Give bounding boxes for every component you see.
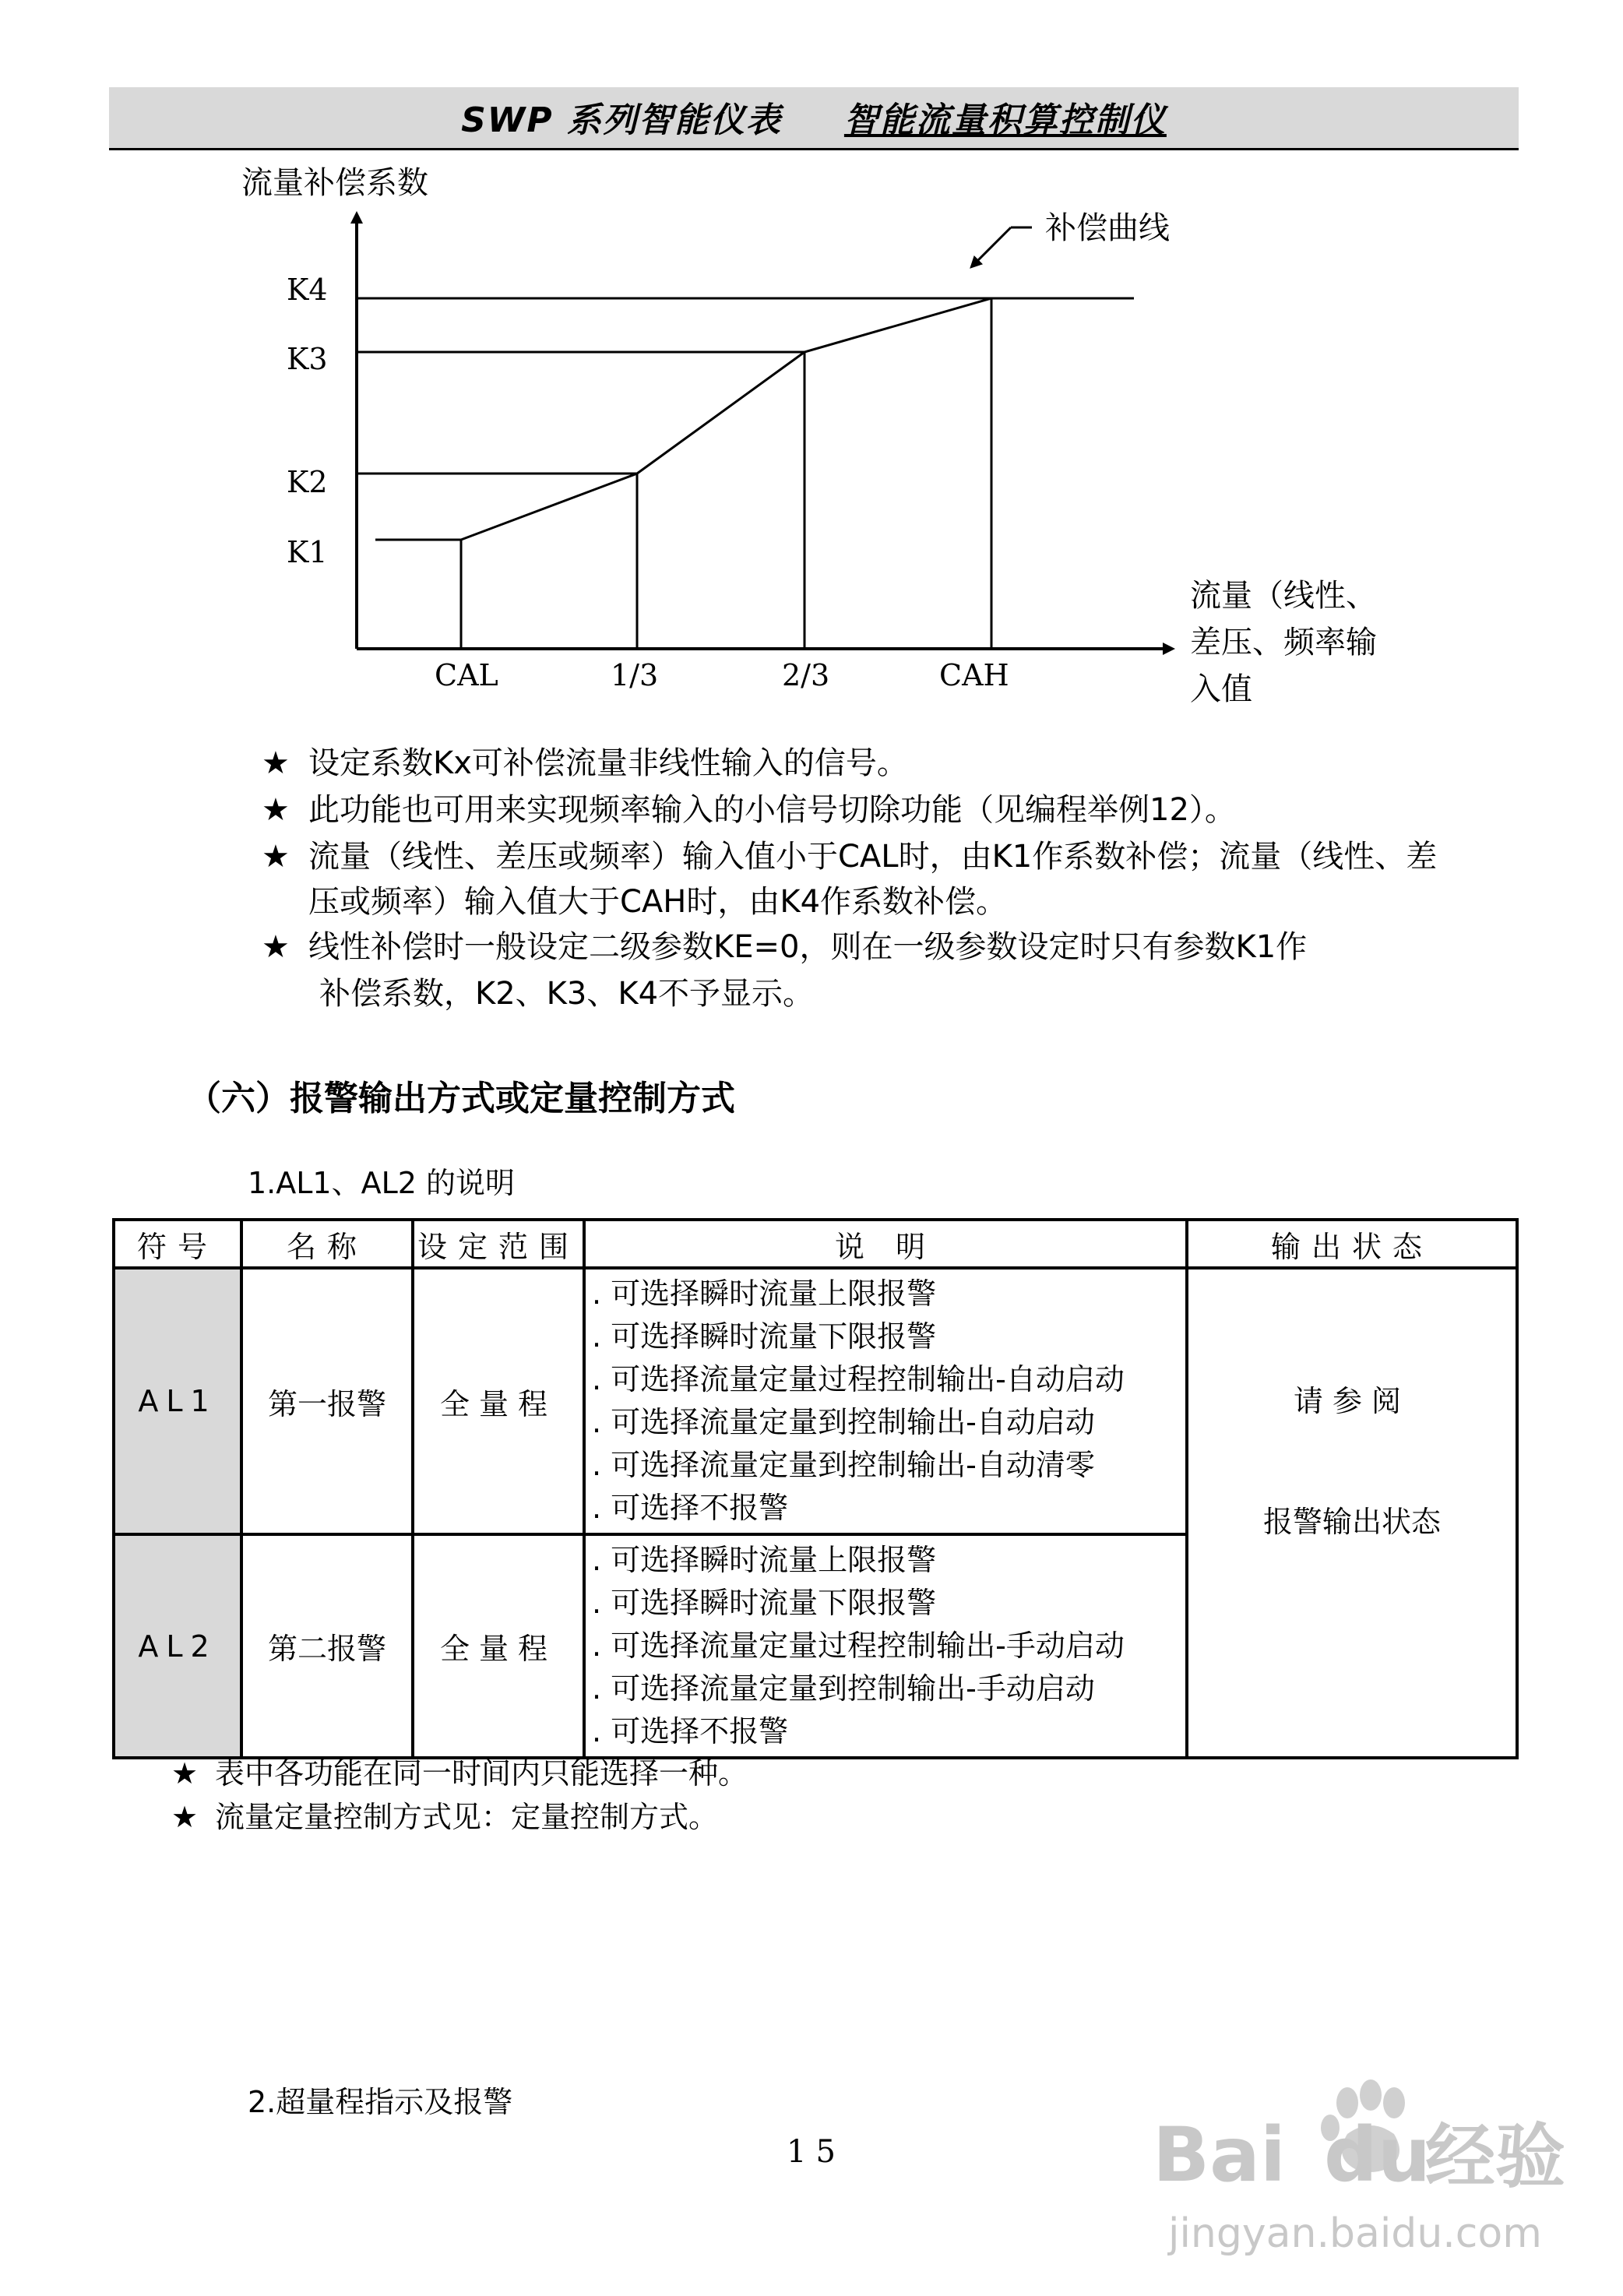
y-label-k3: K3 — [287, 342, 328, 376]
note-4-cont: 补偿系数，K2、K3、K4不予显示。 — [319, 976, 815, 1012]
y-axis-label: 流量补偿系数 — [241, 165, 428, 201]
x-axis-label-line1: 流量（线性、 — [1190, 578, 1377, 614]
star-icon: ★ — [262, 792, 290, 828]
al1-desc: . 可选择瞬时流量上限报警 . 可选择瞬时流量下限报警 . 可选择流量定量过程控制输出-自动启动 . 可选择流量定量到控制输出-自动启动 . 可选择流量定量到控制输出-自动清零 . 可选择不报警 — [584, 1268, 1187, 1534]
status-line1: 请参阅 — [1293, 1383, 1410, 1418]
al1-name: 第一报警 — [241, 1268, 413, 1534]
curve-annotation: 补偿曲线 — [1045, 210, 1170, 246]
header-right: 智能流量积算控制仪 — [843, 100, 1167, 140]
watermark-brand: Bai — [1153, 2111, 1286, 2199]
th-range: 设定范围 — [413, 1220, 584, 1268]
star-icon: ★ — [171, 1800, 199, 1834]
alarm-table — [112, 1218, 1519, 1759]
section-title: （六）报警输出方式或定量控制方式 — [187, 1079, 735, 1118]
note-3-cont: 压或频率）输入值大于CAH时，由K4作系数补偿。 — [308, 884, 1008, 920]
sub-title-2: 2.超量程指示及报警 — [248, 2085, 513, 2119]
watermark-url: jingyan.baidu.com — [1168, 2210, 1542, 2257]
x-label-cal: CAL — [435, 658, 498, 692]
al2-code: AL2 — [114, 1534, 241, 1758]
star-icon: ★ — [171, 1756, 199, 1791]
table-row — [114, 1268, 1517, 1534]
footnote-2: ★ 流量定量控制方式见：定量控制方式。 — [171, 1800, 719, 1834]
footnote-1: ★ 表中各功能在同一时间内只能选择一种。 — [171, 1756, 748, 1791]
x-axis-label-line3: 入值 — [1190, 671, 1252, 707]
table-header-row — [114, 1220, 1517, 1268]
sub-title-1: 1.AL1、AL2 的说明 — [248, 1166, 516, 1200]
note-3: ★ 流量（线性、差压或频率）输入值小于CAL时，由K1作系数补偿；流量（线性、差 — [262, 833, 1437, 880]
note-4: ★ 线性补偿时一般设定二级参数KE=0，则在一级参数设定时只有参数K1作 — [262, 924, 1307, 970]
al1-range: 全量程 — [413, 1268, 584, 1534]
page-number: 15 — [787, 2134, 845, 2170]
baidu-jingyan-watermark — [1153, 2072, 1604, 2274]
th-status: 输出状态 — [1187, 1220, 1517, 1268]
star-icon: ★ — [262, 745, 290, 781]
star-icon: ★ — [262, 839, 290, 875]
compensation-chart — [0, 0, 1623, 748]
x-axis-label-line2: 差压、频率输 — [1190, 625, 1377, 660]
status-line2: 报警输出状态 — [1262, 1504, 1441, 1539]
compensation-curve — [461, 298, 991, 540]
th-code: 符号 — [114, 1220, 241, 1268]
al1-code: AL1 — [114, 1268, 241, 1534]
al2-range: 全量程 — [413, 1534, 584, 1758]
watermark-jingyan: 经验 — [1425, 2116, 1565, 2198]
y-label-k1: K1 — [287, 535, 328, 569]
th-name: 名称 — [241, 1220, 413, 1268]
y-label-k2: K2 — [287, 465, 328, 499]
note-1: ★ 设定系数Kx可补偿流量非线性输入的信号。 — [262, 740, 908, 787]
y-label-k4: K4 — [287, 273, 328, 307]
annotation-arrow — [972, 227, 1011, 266]
watermark-brand-du: du — [1324, 2111, 1431, 2199]
al2-name: 第二报警 — [241, 1534, 413, 1758]
note-2: ★ 此功能也可用来实现频率输入的小信号切除功能（见编程举例12）。 — [262, 787, 1236, 833]
star-icon: ★ — [262, 929, 290, 965]
x-label-two-third: 2/3 — [782, 658, 830, 692]
al2-desc: . 可选择瞬时流量上限报警 . 可选择瞬时流量下限报警 . 可选择流量定量过程控制输出-手动启动 . 可选择流量定量到控制输出-手动启动 . 可选择不报警 — [584, 1534, 1187, 1758]
x-label-cah: CAH — [939, 658, 1009, 692]
x-label-one-third: 1/3 — [611, 658, 659, 692]
th-desc: 说 明 — [584, 1220, 1187, 1268]
status-cell — [1187, 1268, 1517, 1758]
header-left: SWP 系列智能仪表 — [461, 100, 782, 140]
